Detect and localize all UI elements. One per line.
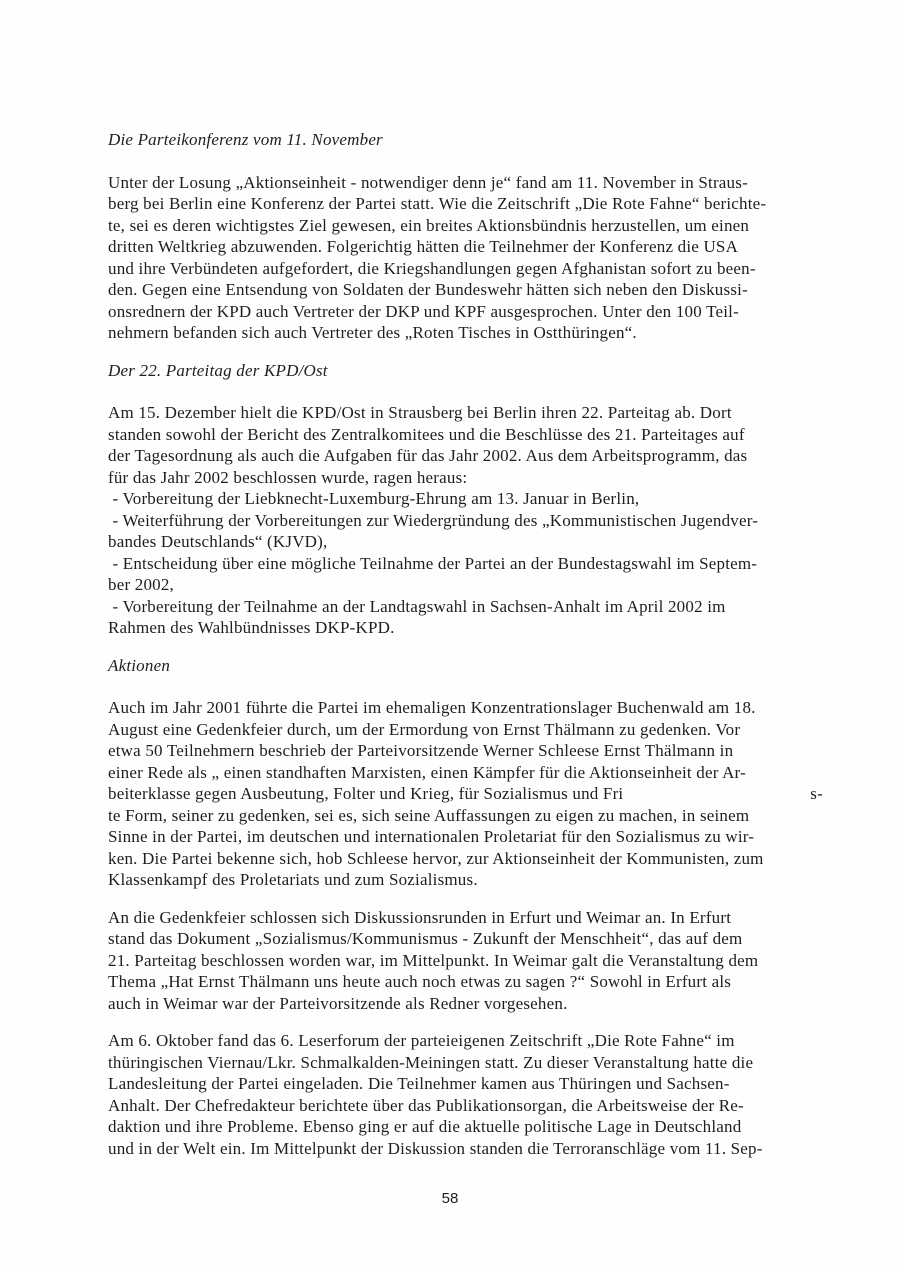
text-line: der Tagesordnung als auch die Aufgaben für das Jahr 2002. Aus dem Arbeitsprogramm, das: [108, 446, 748, 465]
paragraph: [108, 402, 828, 639]
text-line: - Vorbereitung der Teilnahme an der Landtagswahl in Sachsen-Anhalt im April 2002 im: [108, 596, 726, 616]
paragraph: [108, 907, 828, 1015]
text-line: - Entscheidung über eine mögliche Teilnahme der Partei an der Bundestagswahl im Septem-: [108, 553, 758, 573]
text-line: den. Gegen eine Entsendung von Soldaten der Bundeswehr hätten sich neben den Diskussi-: [108, 280, 748, 299]
text-line: Am 15. Dezember hielt die KPD/Ost in Strausberg bei Berlin ihren 22. Parteitag ab. Dort: [108, 403, 732, 422]
section-heading: Die Parteikonferenz vom 11. November: [108, 130, 383, 149]
text-line: daktion und ihre Probleme. Ebenso ging er auf die aktuelle politische Lage in Deutschland: [108, 1117, 742, 1136]
section-heading: Aktionen: [108, 655, 171, 675]
text-line: August eine Gedenkfeier durch, um der Ermordung von Ernst Thälmann zu gedenken. Vor: [108, 719, 741, 739]
text-line: 21. Parteitag beschlossen worden war, im Mittelpunkt. In Weimar galt die Veranstaltung dem: [108, 950, 759, 970]
text-line: te, sei es deren wichtigstes Ziel gewesen, ein breites Aktionsbündnis herzustellen, um einen: [108, 215, 750, 235]
text-line: etwa 50 Teilnehmern beschrieb der Parteivorsitzende Werner Schleese Ernst Thälmann in: [108, 741, 734, 760]
text-line: onsrednern der KPD auch Vertreter der DKP und KPF ausgesprochen. Unter den 100 Teil-: [108, 301, 739, 321]
text-line: stand das Dokument „Sozialismus/Kommunismus - Zukunft der Menschheit“, das auf dem: [108, 929, 743, 948]
text-line: dritten Weltkrieg abzuwenden. Folgerichtig hätten die Teilnehmer der Konferenz die USA: [108, 237, 739, 256]
text-line: berg bei Berlin eine Konferenz der Partei statt. Wie die Zeitschrift „Die Rote Fahne“ berichte-: [108, 194, 767, 213]
page-number: 58: [441, 1190, 459, 1207]
text-line: Auch im Jahr 2001 führte die Partei im ehemaligen Konzentrationslager Buchenwald am 18.: [108, 698, 756, 717]
text-line: Klassenkampf des Proletariats und zum Sozialismus.: [108, 870, 478, 889]
paragraph: [108, 1030, 828, 1159]
text-line: bandes Deutschlands“ (KJVD),: [108, 532, 328, 551]
text-line: - Weiterführung der Vorbereitungen zur Wiedergründung des „Kommunistischen Jugendver-: [108, 510, 759, 530]
text-line: ber 2002,: [108, 575, 175, 594]
text-line: te Form, seiner zu gedenken, sei es, sich seine Auffassungen zu eigen zu machen, in seinem: [108, 805, 750, 825]
text-line: und ihre Verbündeten aufgefordert, die Kriegshandlungen gegen Afghanistan sofort zu been-: [108, 258, 756, 278]
text-line: Landesleitung der Partei eingeladen. Die Teilnehmer kamen aus Thüringen und Sachsen-: [108, 1074, 730, 1093]
text-line: ken. Die Partei bekenne sich, hob Schleese hervor, zur Aktionseinheit der Kommunisten, zum: [108, 848, 764, 868]
text-line: standen sowohl der Bericht des Zentralkomitees und die Beschlüsse des 21. Parteitages auf: [108, 424, 745, 444]
text-line: Unter der Losung „Aktionseinheit - notwendiger denn je“ fand am 11. November in Straus-: [108, 172, 748, 192]
text-line: Anhalt. Der Chefredakteur berichtete über das Publikationsorgan, die Arbeitsweise der Re-: [108, 1095, 744, 1115]
text-line: für das Jahr 2002 beschlossen wurde, ragen heraus:: [108, 467, 468, 487]
text-line: und in der Welt ein. Im Mittelpunkt der Diskussion standen die Terroranschläge vom 11. Sep-: [108, 1138, 763, 1158]
section-heading: Der 22. Parteitag der KPD/Ost: [108, 360, 328, 380]
paragraph: [108, 697, 828, 891]
text-line: auch in Weimar war der Parteivorsitzende als Redner vorgesehen.: [108, 993, 568, 1013]
text-line: nehmern befanden sich auch Vertreter des „Roten Tisches in Ostthüringen“.: [108, 323, 637, 342]
text-line: An die Gedenkfeier schlossen sich Diskussionsrunden in Erfurt und Weimar an. In Erfurt: [108, 907, 732, 927]
text-line: - Vorbereitung der Liebknecht-Luxemburg-Ehrung am 13. Januar in Berlin,: [108, 489, 640, 508]
text-line: Sinne in der Partei, im deutschen und internationalen Proletariat für den Sozialismus zu wir-: [108, 827, 755, 846]
document-content: [108, 129, 828, 1175]
text-line: Thema „Hat Ernst Thälmann uns heute auch noch etwas zu sagen ?“ Sowohl in Erfurt als: [108, 972, 732, 991]
text-line: Rahmen des Wahlbündnisses DKP-KPD.: [108, 618, 395, 637]
paragraph: [108, 172, 828, 344]
text-line: einer Rede als „ einen standhaften Marxisten, einen Kämpfer für die Aktionseinheit der Ar-: [108, 762, 746, 782]
text-line: beiterklasse gegen Ausbeutung, Folter und Krieg, für Sozialismus und Fri s-: [108, 784, 823, 803]
text-line: thüringischen Viernau/Lkr. Schmalkalden-Meiningen statt. Zu dieser Veranstaltung hatte die: [108, 1052, 754, 1072]
text-line: Am 6. Oktober fand das 6. Leserforum der parteieigenen Zeitschrift „Die Rote Fahne“ im: [108, 1031, 735, 1050]
